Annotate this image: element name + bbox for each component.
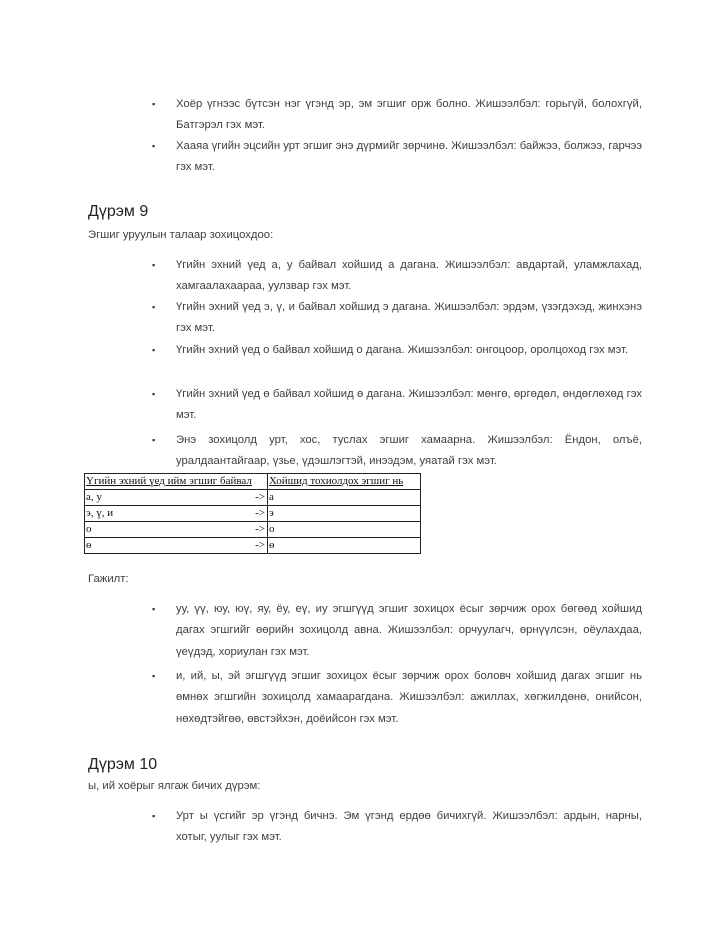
table-header-cell: Хойшид тохиолдох эгшиг нь xyxy=(268,474,421,490)
arrow-text: -> xyxy=(255,523,265,535)
table-cell-right: ө xyxy=(268,538,421,554)
exception-label: Гажилт: xyxy=(88,573,129,585)
list-item xyxy=(152,384,642,427)
list-item-text: и, ий, ы, эй эгшгүүд эгшиг зохицох ёсыг зөрчиж орох боловч хойшид дагах эгшиг нь өмнөх эгшгийн зохицолд хамаарагдана. Жишээлбэл: ажиллах, хөгжилдөнө, онийсон, нөхөдтэйгөө, өвстэйхэн, доёийсон гэх мэт. xyxy=(176,670,642,725)
table-cell-right: э xyxy=(268,506,421,522)
table-cell-text: э, ү, и xyxy=(86,507,114,519)
table-cell-left xyxy=(85,506,268,522)
table-cell-text: а, у xyxy=(86,491,102,503)
bullet-icon: ▪ xyxy=(152,345,156,355)
bullet-icon: ▪ xyxy=(152,435,156,445)
table-cell-left xyxy=(85,490,268,506)
table-row xyxy=(85,522,421,538)
table-cell-text: ө xyxy=(86,539,92,551)
table-cell-right: о xyxy=(268,522,421,538)
rule-9-intro: Эгшиг уруулын талаар зохицохдоо: xyxy=(88,229,274,241)
table-header-cell: Үгийн эхний үед ийм эгшиг байвал xyxy=(85,474,268,490)
list-item xyxy=(152,297,642,340)
list-item-text: Үгийн эхний үед а, у байвал хойшид а дагана. Жишээлбэл: авдартай, уламжлахад, хамгаалахаараа, уулзвар гэх мэт. xyxy=(176,259,642,293)
bullet-icon: ▪ xyxy=(152,671,156,681)
rule-9-heading: Дүрэм 9 xyxy=(88,203,149,220)
bullet-icon: ▪ xyxy=(152,811,156,821)
list-item xyxy=(152,340,642,361)
table-row xyxy=(85,538,421,554)
arrow-text: -> xyxy=(255,539,265,551)
table-row xyxy=(85,506,421,522)
table-cell-right: а xyxy=(268,490,421,506)
bullet-icon: ▪ xyxy=(152,302,156,312)
vowel-harmony-table xyxy=(84,473,421,554)
bullet-icon: ▪ xyxy=(152,141,156,151)
rule-10-intro: ы, ий хоёрыг ялгаж бичих дүрэм: xyxy=(88,780,261,792)
arrow-text: -> xyxy=(255,491,265,503)
bullet-icon: ▪ xyxy=(152,99,156,109)
list-item-text: уу, үү, юу, юү, яу, ёу, еү, иу эгшгүүд эгшиг зохицох ёсыг зөрчиж орох бөгөөд хойшид дагах эгшгийг өөрийн зохицолд авна. Жишээлбэл: орчуулагч, өрнүүлсэн, оёулахдаа, үеүдэд, хориулан гэх мэт. xyxy=(176,603,642,658)
list-item-text: Хоёр үгнээс бүтсэн нэг үгэнд эр, эм эгшиг орж болно. Жишээлбэл: горьгүй, болохгүй, Батгэрэл гэх мэт. xyxy=(176,98,642,132)
list-item-text: Үгийн эхний үед э, ү, и байвал хойшид э дагана. Жишээлбэл: эрдэм, үзэгдэхэд, жинхэнэ гэх мэт. xyxy=(176,301,642,335)
list-item xyxy=(152,94,642,137)
rule-10-heading: Дүрэм 10 xyxy=(88,756,158,773)
list-item xyxy=(152,806,642,849)
arrow-text: -> xyxy=(255,507,265,519)
list-item-text: Үгийн эхний үед ө байвал хойшид ө дагана. Жишээлбэл: мөнгө, өргөдөл, өндөглөхөд гэх мэт. xyxy=(176,388,642,422)
table-row xyxy=(85,490,421,506)
list-item xyxy=(152,136,642,179)
list-item xyxy=(152,430,642,473)
list-item xyxy=(152,666,642,730)
bullet-icon: ▪ xyxy=(152,389,156,399)
table-cell-left xyxy=(85,522,268,538)
list-item-text: Энэ зохицолд урт, хос, туслах эгшиг хамаарна. Жишээлбэл: Ёндон, олъё, уралдаантайгаар, үзье, үдэшлэгтэй, инээдэм, уяатай гэх мэт. xyxy=(176,434,642,468)
list-item-text: Хааяа үгийн эцсийн урт эгшиг энэ дүрмийг зөрчинө. Жишээлбэл: байжээ, болжээ, гарчээ гэх мэт. xyxy=(176,140,642,174)
list-item xyxy=(152,255,642,298)
table-cell-text: о xyxy=(86,523,92,535)
list-item xyxy=(152,599,642,663)
bullet-icon: ▪ xyxy=(152,260,156,270)
table-cell-left xyxy=(85,538,268,554)
table-header-row xyxy=(85,474,421,490)
list-item-text: Урт ы үсгийг эр үгэнд бичнэ. Эм үгэнд ердөө бичихгүй. Жишээлбэл: ардын, нарны, хотыг, уулыг гэх мэт. xyxy=(176,810,642,844)
list-item-text: Үгийн эхний үед о байвал хойшид о дагана. Жишээлбэл: онгоцоор, оролцоход гэх мэт. xyxy=(176,344,629,356)
bullet-icon: ▪ xyxy=(152,604,156,614)
